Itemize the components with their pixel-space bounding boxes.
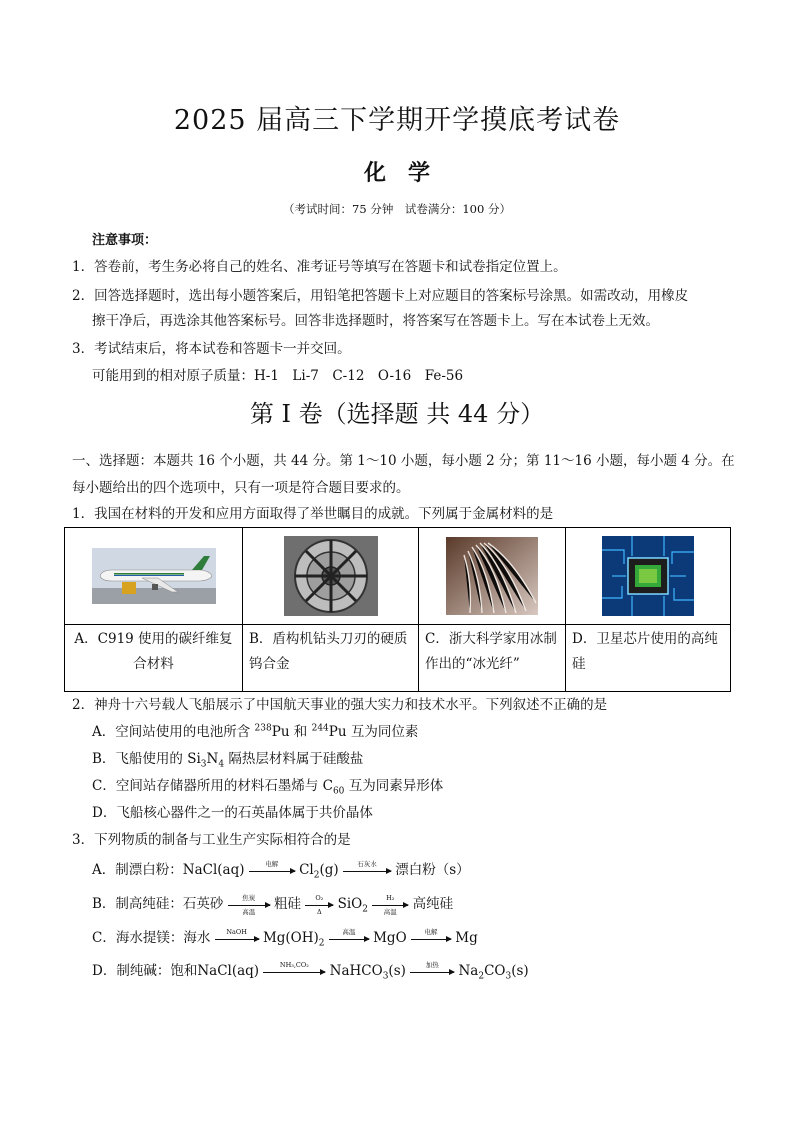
q3d-product-state: (s): [511, 963, 529, 979]
q3a-label: A．制漂白粉：: [92, 862, 183, 878]
q2a-text2: Pu 和: [271, 724, 312, 740]
q3b-cond3a: H₂: [386, 893, 395, 902]
q3-option-b: [92, 892, 453, 915]
q3c-cond3: 电解: [424, 927, 438, 936]
q1-option-d-line1: D．卫星芯片使用的高纯: [572, 631, 718, 647]
exam-info: （考试时间：75 分钟 试卷满分：100 分）: [283, 202, 511, 216]
section-instruction-1: 一、选择题：本题共 16 个小题，共 44 分。第 1～10 小题，每小题 2 分；第 11～16 小题，每小题 4 分。在: [72, 453, 735, 469]
note-item-1: 1．答卷前，考生务必将自己的姓名、准考证号等填写在答题卡和试卷指定位置上。: [72, 259, 567, 275]
q3c-arrow1: [215, 927, 259, 940]
tunnel-boring-machine-photo-icon: [284, 536, 378, 616]
q1-option-a: [65, 625, 243, 692]
q2b-text2: N: [206, 751, 219, 767]
q1-option-a-line1: A．C919 使用的碳纤维复: [74, 631, 233, 647]
q2-option-c: [92, 774, 443, 797]
q2a-mass2: 244: [311, 723, 329, 734]
q3c-arrow2: [329, 927, 369, 940]
q3b-arrow1: [228, 893, 270, 916]
q2b-sub1: 3: [200, 759, 207, 770]
q3a-product: 漂白粉（s）: [395, 862, 470, 878]
note-item-3: 3．考试结束后，将本试卷和答题卡一并交回。: [72, 341, 351, 357]
q3d-cond1: NH₃,CO₂: [279, 960, 309, 969]
q3a-cond2: 石灰水: [357, 859, 377, 868]
q3-stem: 3．下列物质的制备与工业生产实际相符合的是: [72, 832, 351, 848]
q3c-cond2: 高温: [342, 927, 356, 936]
q2a-mass1: 238: [254, 723, 272, 734]
q3c-arrow3: [411, 927, 451, 940]
airplane-photo-icon: [92, 548, 216, 604]
q3b-cond2a: O₂: [315, 893, 324, 902]
q3b-arrow3: [372, 893, 408, 916]
q3a-arrow1: [249, 859, 295, 872]
q3d-arrow1: [263, 960, 325, 973]
q3b-intermediate2-sub: 2: [362, 904, 368, 915]
notes-heading: 注意事项：: [92, 233, 158, 248]
q1-option-b-line2: 钨合金: [249, 656, 290, 672]
q3-option-c: [92, 926, 478, 949]
q3a-intermediate: Cl: [299, 862, 314, 878]
q3a-intermediate-sub: 2: [313, 870, 320, 881]
q2d-text1: D．飞船核心器件之一的石英晶体属于共价晶体: [92, 805, 373, 821]
q2c-sub1: 60: [332, 786, 345, 797]
q3b-intermediate2: SiO: [337, 896, 363, 912]
q1-image-cell-a: [65, 528, 243, 625]
q2-option-d: [92, 801, 373, 821]
note-item-2-cont: 擦干净后，再选涂其他答案标号。回答非选择题时，将答案写在答题卡上。写在本试卷上无效。: [92, 313, 659, 329]
q3a-cond1: 电解: [265, 859, 279, 868]
q3a-arrow2: [343, 859, 391, 872]
q3d-product-a: Na: [458, 963, 479, 979]
q3b-intermediate1: 粗硅: [274, 896, 302, 912]
ice-fiber-photo-icon: [446, 537, 538, 615]
q2a-text3: Pu 互为同位素: [328, 724, 419, 740]
q3d-product-sub2: 3: [505, 971, 512, 982]
page-title: 2025 届高三下学期开学摸底考试卷: [173, 105, 621, 136]
q1-options-table: [64, 527, 731, 692]
q1-option-d-line2: 硅: [572, 656, 586, 672]
subject-heading: 化学: [363, 160, 452, 186]
q2b-text1: B．飞船使用的 Si: [92, 751, 201, 767]
q3d-arrow2: [410, 960, 454, 973]
q3c-intermediate2: MgO: [373, 930, 407, 946]
q3c-intermediate1-sub: 2: [318, 938, 325, 949]
q3d-label: D．制纯碱：: [92, 963, 171, 979]
q3d-reactant: 饱和NaCl(aq): [170, 963, 260, 979]
q3b-reactant: 石英砂: [182, 896, 224, 912]
q1-option-a-line2: 合材料: [133, 656, 174, 672]
q3b-label: B．制高纯硅：: [92, 896, 183, 912]
q1-image-cell-d: [566, 528, 731, 625]
q2c-text2: 互为同素异形体: [344, 778, 444, 794]
q3d-intermediate: NaHCO: [329, 963, 383, 979]
q1-option-b: [243, 625, 419, 692]
q3b-product: 高纯硅: [412, 896, 454, 912]
q3b-arrow2: [305, 893, 333, 916]
q2a-text1: A．空间站使用的电池所含: [92, 724, 255, 740]
note-item-2: 2．回答选择题时，选出每小题答案后，用铅笔把答题卡上对应题目的答案标号涂黑。如需改动，用橡皮: [72, 288, 689, 304]
q2b-text3: 隔热层材料属于硅酸盐: [224, 751, 364, 767]
satellite-chip-photo-icon: [602, 536, 694, 616]
q1-option-b-line1: B．盾构机钻头刀刃的硬质: [249, 631, 408, 647]
q1-option-d: [566, 625, 731, 692]
q2c-text1: C．空间站存储器所用的材料石墨烯与 C: [92, 778, 333, 794]
q3a-intermediate-state: (g): [319, 862, 339, 878]
q1-image-cell-c: [419, 528, 566, 625]
q1-option-c: [419, 625, 566, 692]
q3d-intermediate-state: (s): [388, 963, 406, 979]
q1-option-c-line2: 作出的“冰光纤”: [425, 656, 520, 672]
section-instruction-2: 每小题给出的四个选项中，只有一项是符合题目要求的。: [72, 480, 410, 496]
q2-stem: 2．神舟十六号载人飞船展示了中国航天事业的强大实力和技术水平。下列叙述不正确的是: [72, 697, 608, 713]
q3b-cond3b: 高温: [383, 907, 397, 916]
atomic-masses: 可能用到的相对原子质量：H-1 Li-7 C-12 O-16 Fe-56: [92, 368, 464, 384]
q3c-label: C．海水提镁：: [92, 930, 184, 946]
q1-option-c-line1: C．浙大科学家用冰制: [425, 631, 557, 647]
q3b-cond2b: Δ: [316, 907, 322, 916]
q3-option-d: [92, 959, 529, 982]
q3b-cond1b: 高温: [242, 907, 256, 916]
q3c-reactant: 海水: [183, 930, 211, 946]
q3a-reactant: NaCl(aq): [182, 862, 245, 878]
q3b-cond1a: 焦炭: [242, 893, 256, 902]
q3c-intermediate1: Mg(OH): [262, 930, 319, 946]
q3d-product-sub1: 2: [478, 971, 485, 982]
q3d-product-b: CO: [484, 963, 506, 979]
q2b-sub2: 4: [218, 759, 225, 770]
q3d-intermediate-sub: 3: [382, 971, 389, 982]
q3d-cond2: 加热: [425, 960, 439, 969]
q1-image-cell-b: [243, 528, 419, 625]
q2-option-b: [92, 747, 363, 770]
q3c-product: Mg: [455, 930, 478, 946]
q2-option-a: [92, 720, 418, 740]
q3-option-a: [92, 858, 470, 881]
q1-stem: 1．我国在材料的开发和应用方面取得了举世瞩目的成就。下列属于金属材料的是: [72, 506, 554, 522]
q3c-cond1: NaOH: [226, 927, 247, 936]
section-title: 第 I 卷（选择题 共 44 分）: [249, 400, 545, 428]
